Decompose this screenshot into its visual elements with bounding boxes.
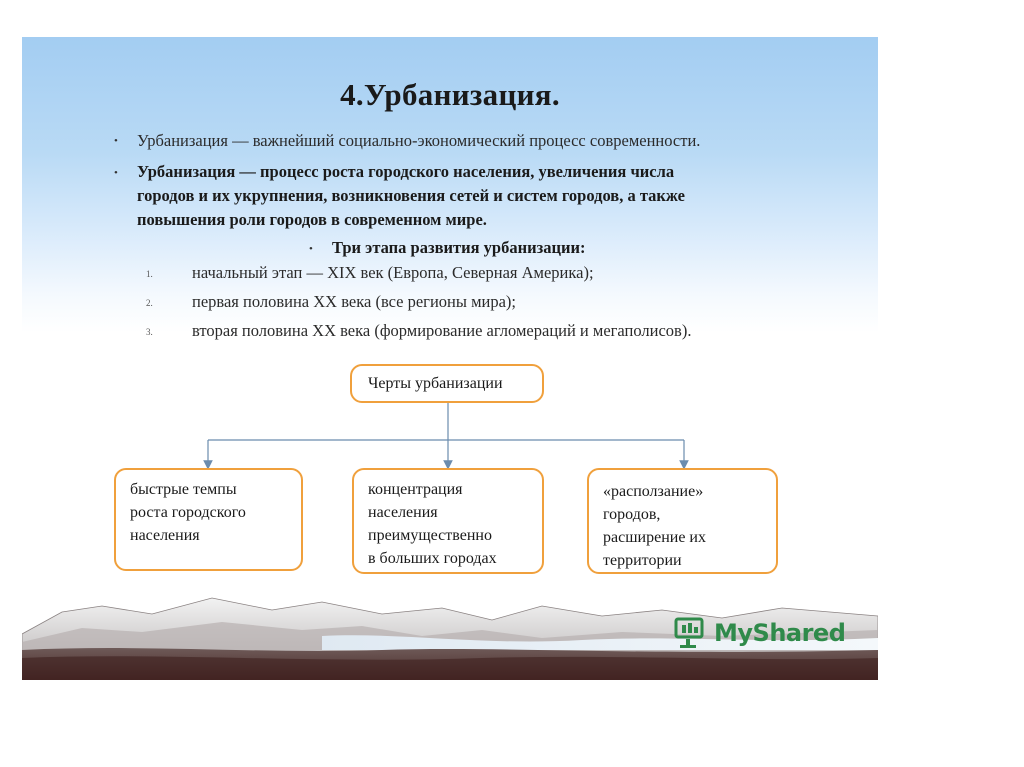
bullet-2-line-1: Урбанизация — процесс роста городского населения, увеличения числа bbox=[137, 162, 675, 181]
slide-title: 4.Урбанизация. bbox=[340, 77, 560, 112]
bullet-2-line-3: повышения роли городов в современном мире. bbox=[137, 210, 487, 229]
stage-number: 1. bbox=[146, 269, 153, 279]
diagram-child-box bbox=[587, 468, 778, 574]
stages-heading: Три этапа развития урбанизации: bbox=[332, 238, 586, 257]
bullet-dot: • bbox=[114, 135, 118, 147]
box-line: в больших городах bbox=[368, 550, 497, 567]
bullet-dot: • bbox=[114, 167, 118, 179]
diagram-child-box bbox=[352, 468, 544, 574]
box-line: «расползание» bbox=[603, 483, 704, 500]
box-line: территории bbox=[603, 552, 682, 569]
slide bbox=[22, 37, 878, 680]
box-line: расширение их bbox=[603, 529, 706, 546]
box-line: быстрые темпы bbox=[130, 481, 237, 498]
box-line: городов, bbox=[603, 506, 661, 523]
bullet-dot: • bbox=[309, 243, 313, 255]
bullet-1-text: Урбанизация — важнейший социально-экономический процесс современности. bbox=[137, 131, 701, 150]
myshared-logo-icon bbox=[674, 617, 708, 649]
box-line: населения bbox=[130, 527, 200, 544]
diagram-root-box bbox=[350, 364, 544, 403]
box-line: населения bbox=[368, 504, 438, 521]
stage-text: первая половина XX века (все регионы мира); bbox=[192, 292, 516, 311]
box-line: концентрация bbox=[368, 481, 463, 498]
myshared-logo bbox=[674, 613, 845, 653]
stage-text: начальный этап — XIX век (Европа, Северная Америка); bbox=[192, 263, 594, 282]
stage-number: 3. bbox=[146, 327, 153, 337]
stage-text: вторая половина XX века (формирование агломераций и мегаполисов). bbox=[192, 321, 692, 340]
box-line: роста городского bbox=[130, 504, 246, 521]
bullet-2-line-2: городов и их укрупнения, возникновения сетей и систем городов, а также bbox=[137, 186, 685, 205]
diagram-child-box bbox=[114, 468, 303, 571]
stage-number: 2. bbox=[146, 298, 153, 308]
diagram-root-label: Черты урбанизации bbox=[368, 375, 503, 392]
myshared-logo-text: MyShared bbox=[714, 619, 846, 647]
box-line: преимущественно bbox=[368, 527, 492, 544]
